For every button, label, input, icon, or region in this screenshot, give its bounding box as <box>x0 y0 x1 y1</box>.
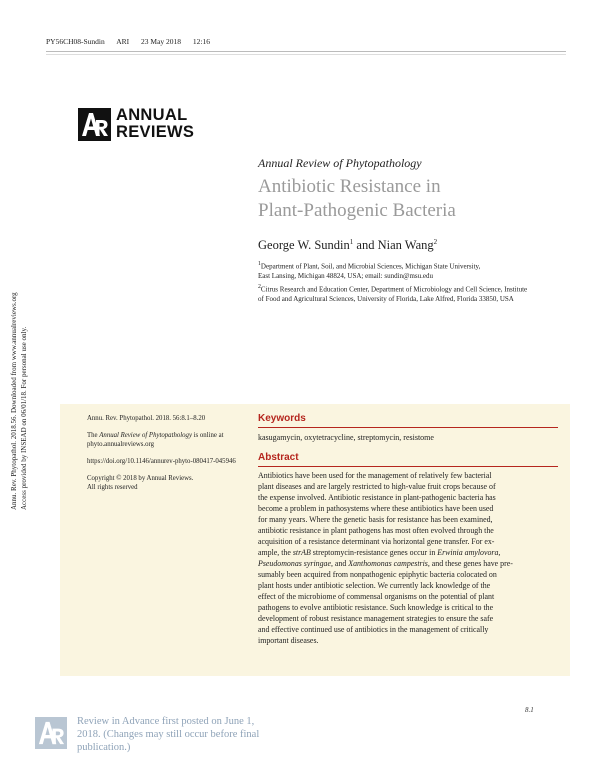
copyright-notice: Copyright © 2018 by Annual Reviews. All rights reserved <box>87 475 194 491</box>
keywords-list: kasugamycin, oxytetracycline, streptomycin, resistome <box>258 433 434 442</box>
annual-reviews-logo-icon <box>35 717 67 749</box>
running-header <box>46 37 220 46</box>
affiliation-1: $^1$Department of Plant, Soil, and Microbial Sciences, Michigan State University, East Lansing, Michigan 48824, USA; email: sundin@msu.edu <box>258 261 481 280</box>
abstract-text: Antibiotics have been used for the management of relatively few bacterial plant diseases and are largely restricted to high-value fruit crops because of the expense involved. Antibiotic resistance in plant-pathogenic bacteria has become a problem in pathosystems where these antibiotics have been used for many years. Where the genetic basis for resistance has been examined, antibiotic resistance in plant pathogens has most often evolved through the acquisition of a resistance determinant via horizontal gene transfer. For ex- ample, the strAB streptomycin-resistance genes occur in Erwinia amylovora, Pseudomonas syringae, and Xanthomonas campestris, and these genes have pre- sumably been acquired from nonpathogenic epiphytic bacteria colocated on plant hosts under antibiotic selection. We currently lack knowledge of the effect of the microbiome of commensal organisms on the potential of plant pathogens to evolve antibiotic resistance. Such knowledge is critical to the development of robust resistance management strategies to ensure the safe and effective continued use of antibiotics in the management of critically important diseases. <box>258 471 513 645</box>
author-name: Nian Wang <box>377 238 434 253</box>
citation-reference: Annu. Rev. Phytopathol. 2018. 56:8.1–8.20 <box>87 415 206 422</box>
manuscript-code: PY56CH08-Sundin <box>46 37 105 46</box>
page-number: 8.1 <box>525 706 534 714</box>
annual-reviews-wordmark: ANNUAL REVIEWS <box>116 106 195 141</box>
annual-reviews-logo <box>78 107 194 141</box>
keywords-heading: Keywords <box>258 413 306 424</box>
online-notice: The Annual Review of Phytopathology is online at phyto.annualreviews.org <box>87 432 224 448</box>
keywords-rule <box>258 427 558 428</box>
citation-column <box>87 414 237 500</box>
abstract-rule <box>258 466 558 467</box>
review-in-advance-notice: Review in Advance first posted on June 1, 2018. (Changes may still occur before final publication.) <box>77 716 260 753</box>
header-date: 23 May 2018 <box>141 37 182 46</box>
affiliation-2: $^2$Citrus Research and Education Center, Department of Microbiology and Cell Science, Institute of Food and Agricultural Sciences, University of Florida, Lake Alfred, Florida 33850, USA <box>258 284 528 303</box>
header-rule-secondary <box>46 54 566 55</box>
sidebar-access-line: Access provided by INSEAD on 06/01/18. For personal use only. <box>19 326 28 510</box>
sidebar-download-line: Annu. Rev. Phytopathol. 2018.56. Downloaded from www.annualreviews.org <box>10 292 18 510</box>
annual-reviews-logo-icon <box>78 108 111 141</box>
journal-name: Annual Review of Phytopathology <box>258 156 422 170</box>
download-sidebar <box>4 262 44 522</box>
header-time: 12:16 <box>192 37 210 46</box>
author-list: George W. Sundin$^1$ and Nian Wang$^2$ <box>258 238 438 253</box>
ari-label: ARI <box>116 37 130 46</box>
header-rule <box>46 51 566 52</box>
abstract-heading: Abstract <box>258 452 299 463</box>
article-title: Antibiotic Resistance in Plant-Pathogenic Bacteria <box>258 176 456 221</box>
doi-link[interactable]: https://doi.org/10.1146/annurev-phyto-080417-045946 <box>87 458 236 465</box>
author-name: George W. Sundin <box>258 238 350 253</box>
review-in-advance-footer <box>35 715 262 754</box>
